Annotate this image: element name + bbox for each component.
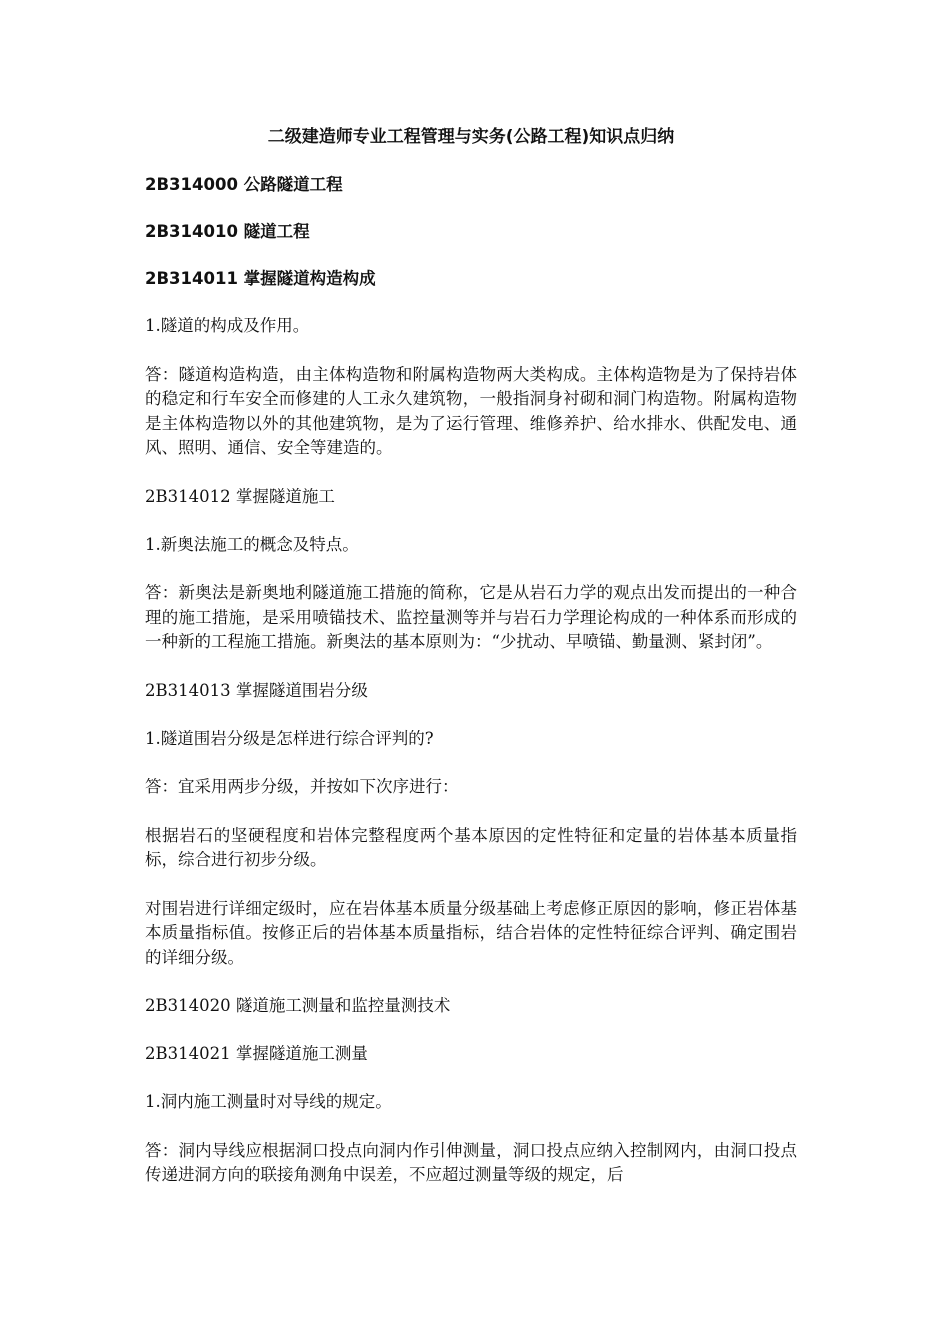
answer-paragraph: 答：洞内导线应根据洞口投点向洞内作引伸测量，洞口投点应纳入控制网内，由洞口投点传递进洞方向的联接角测角中误差，不应超过测量等级的规定，后 bbox=[145, 1140, 797, 1184]
section-heading-2B314012: 2B314012 掌握隧道施工 bbox=[145, 486, 335, 506]
question-paragraph: 1.隧道的构成及作用。 bbox=[145, 316, 310, 335]
section-heading-2B314000: 2B314000 公路隧道工程 bbox=[145, 175, 343, 194]
question-paragraph: 1.新奥法施工的概念及特点。 bbox=[145, 534, 359, 554]
answer-paragraph: 答：新奥法是新奥地利隧道施工措施的简称，它是从岩石力学的观点出发而提出的一种合理的施工措施，是采用喷锚技术、监控量测等并与岩石力学理论构成的一种体系而形成的一种新的工程施工措施。新奥法的基本原则为：“少扰动、早喷锚、勤量测、紧封闭”。 bbox=[145, 583, 797, 651]
section-heading-2B314013: 2B314013 掌握隧道围岩分级 bbox=[145, 680, 368, 700]
answer-paragraph: 答：宜采用两步分级，并按如下次序进行： bbox=[145, 777, 459, 796]
answer-paragraph: 答：隧道构造构造，由主体构造物和附属构造物两大类构成。主体构造物是为了保持岩体的稳定和行车安全而修建的人工永久建筑物，一般指洞身衬砌和洞门构造物。附属构造物是主体构造物以外的其他建筑物，是为了运行管理、维修养护、给水排水、供配发电、通风、照明、通信、安全等建造的。 bbox=[145, 364, 797, 457]
section-heading-2B314021: 2B314021 掌握隧道施工测量 bbox=[145, 1044, 368, 1063]
section-heading-2B314020: 2B314020 隧道施工测量和监控量测技术 bbox=[145, 996, 451, 1015]
document-title: 二级建造师专业工程管理与实务(公路工程)知识点归纳 bbox=[267, 127, 675, 147]
document-body bbox=[145, 125, 797, 1188]
body-paragraph: 对围岩进行详细定级时，应在岩体基本质量分级基础上考虑修正原因的影响，修正岩体基本质量指标值。按修正后的岩体基本质量指标，结合岩体的定性特征综合评判、确定围岩的详细分级。 bbox=[145, 898, 797, 967]
section-heading-2B314011: 2B314011 掌握隧道构造构成 bbox=[145, 269, 376, 288]
section-heading-2B314010: 2B314010 隧道工程 bbox=[145, 222, 310, 241]
question-paragraph: 1.隧道围岩分级是怎样进行综合评判的? bbox=[145, 728, 434, 748]
body-paragraph: 根据岩石的坚硬程度和岩体完整程度两个基本原因的定性特征和定量的岩体基本质量指标，综合进行初步分级。 bbox=[145, 825, 797, 869]
question-paragraph: 1.洞内施工测量时对导线的规定。 bbox=[145, 1092, 392, 1111]
